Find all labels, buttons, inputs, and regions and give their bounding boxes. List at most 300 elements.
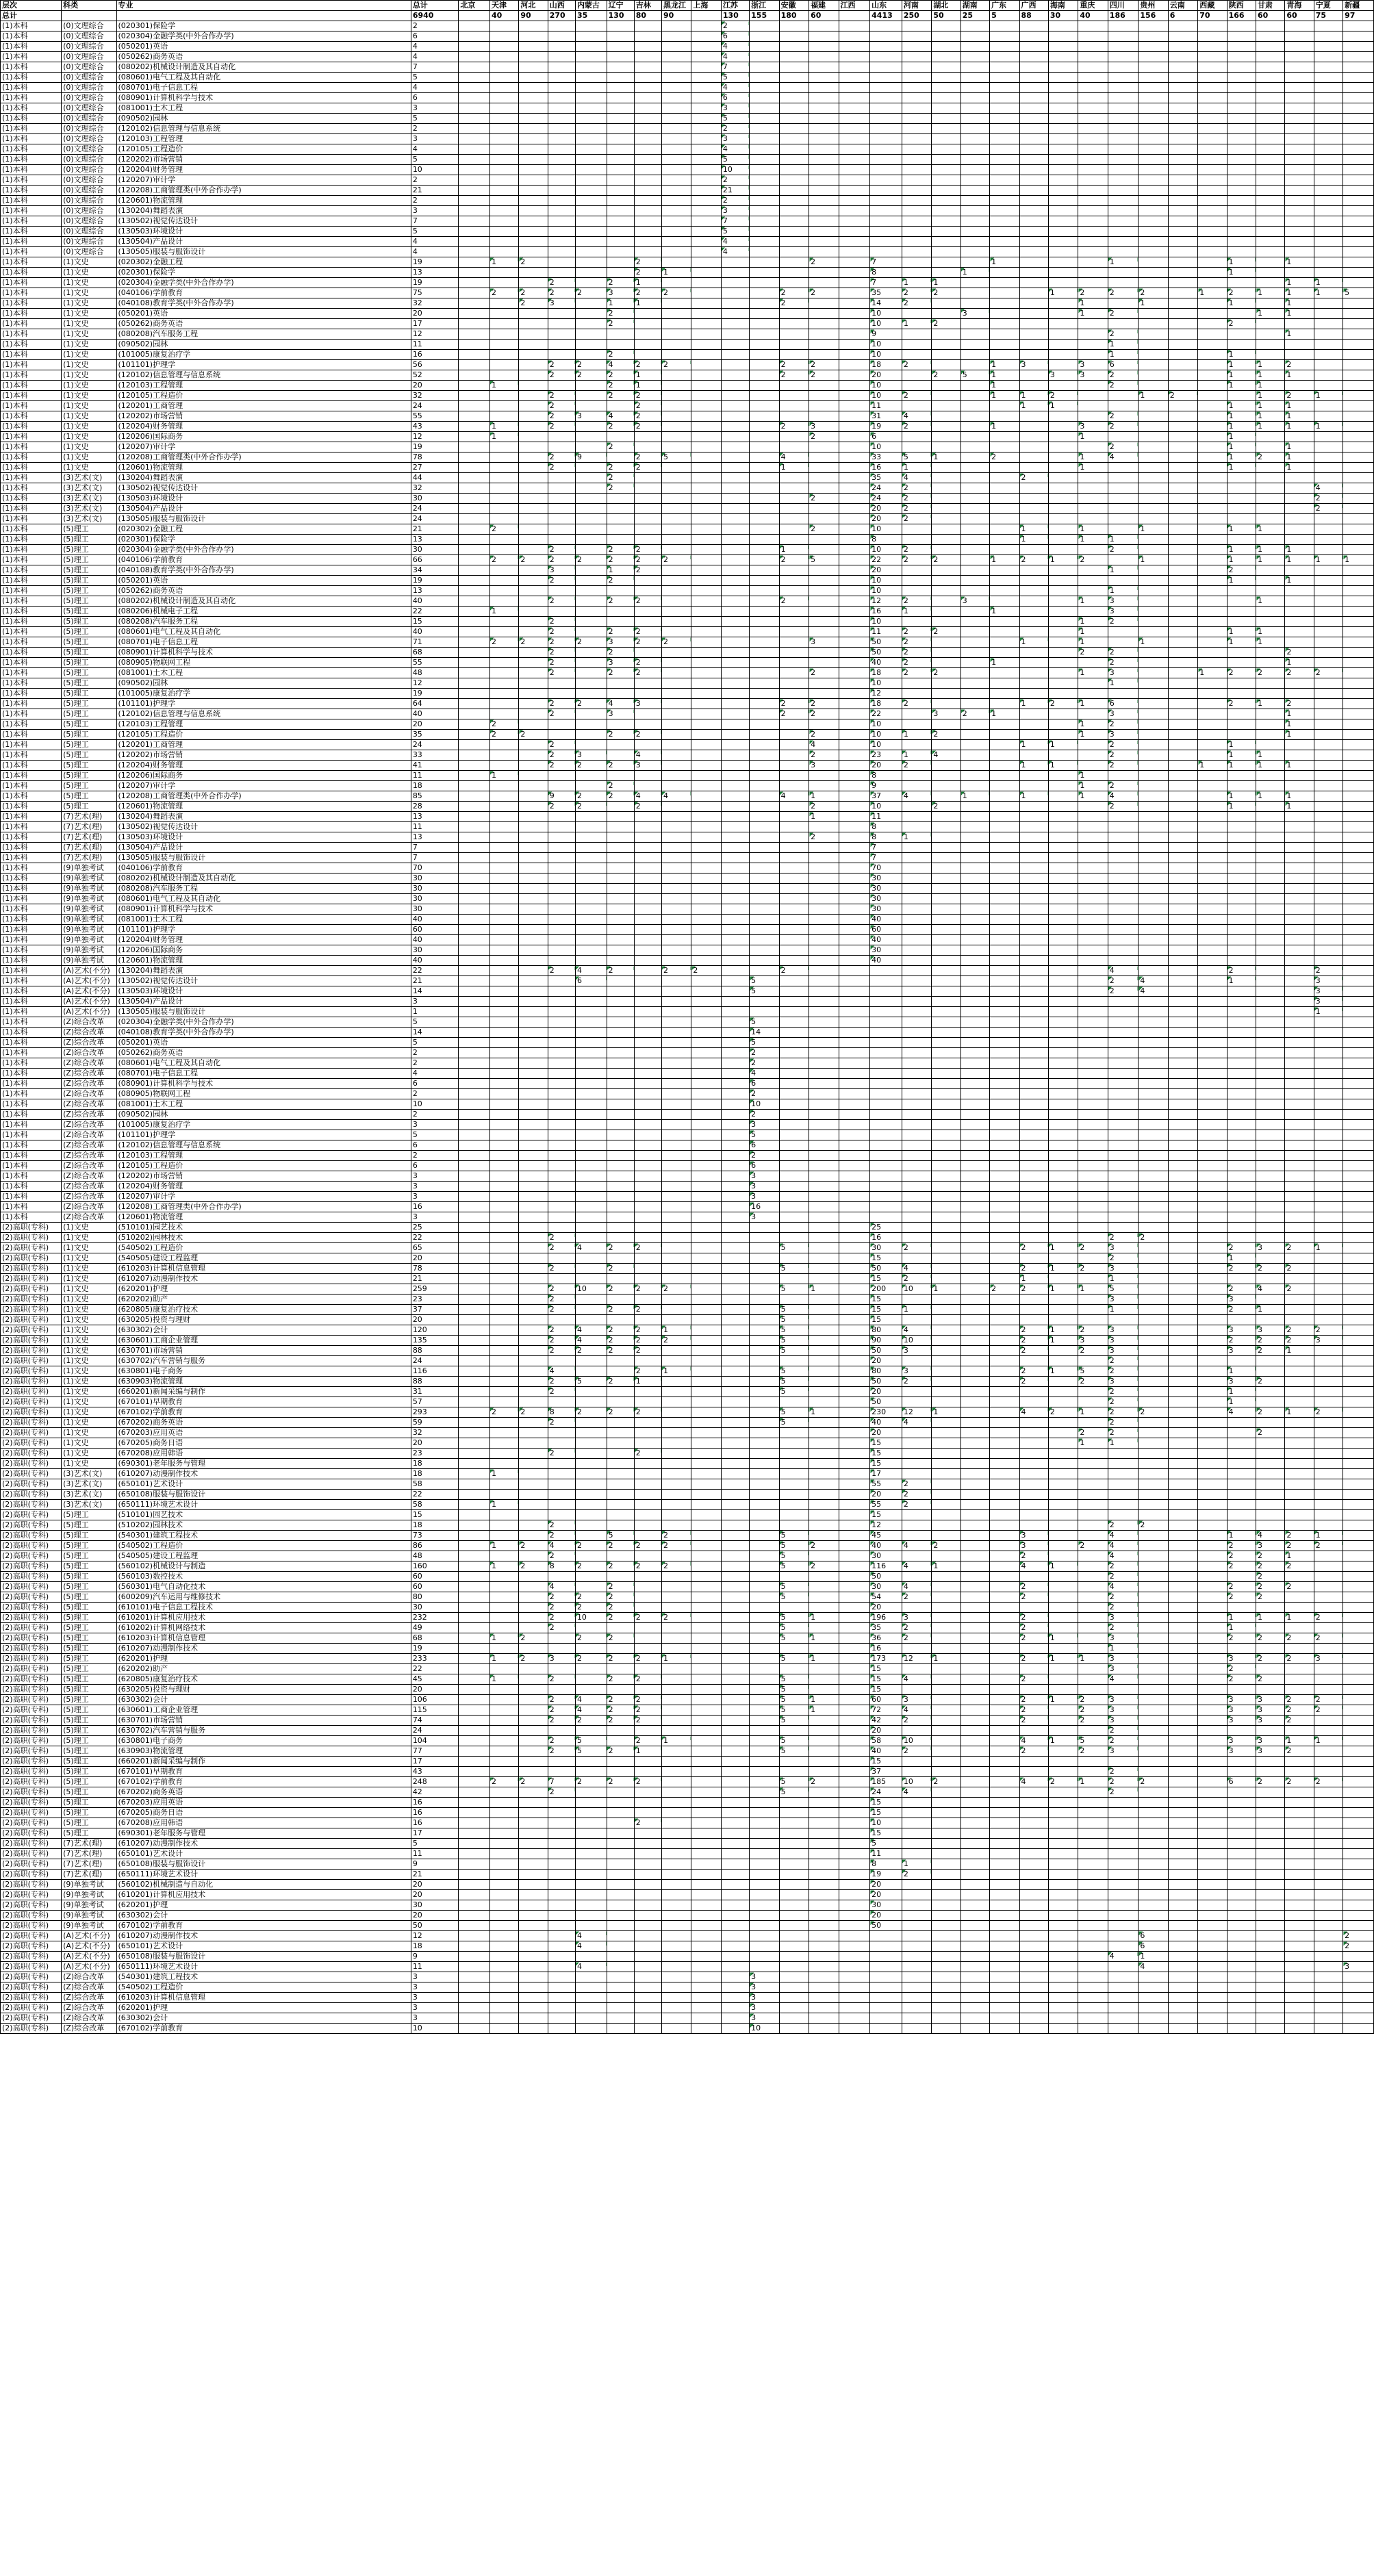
cell-province-count bbox=[902, 1069, 931, 1079]
cell-province-count bbox=[691, 1130, 721, 1140]
cell-province-count bbox=[548, 216, 575, 227]
cell-province-count bbox=[779, 31, 809, 42]
cell-province-count: 2 bbox=[607, 730, 634, 740]
cell-province-count: 1 bbox=[1138, 555, 1168, 565]
cell-province-count bbox=[721, 771, 749, 781]
cell-province-count: 1 bbox=[1138, 524, 1168, 535]
cell-province-count bbox=[489, 627, 518, 637]
cell-province-count bbox=[1314, 93, 1343, 103]
cell-province-count bbox=[960, 340, 989, 350]
cell-province-count bbox=[932, 350, 960, 360]
cell-province-count bbox=[779, 1028, 809, 1038]
cell-province-count bbox=[1285, 689, 1314, 699]
cell-province-count bbox=[1108, 21, 1138, 31]
cell-level: (1)本科 bbox=[1, 309, 62, 319]
cell-province-count bbox=[721, 791, 749, 802]
cell-province-count bbox=[519, 576, 548, 586]
cell-province-count: 1 bbox=[1227, 370, 1256, 381]
cell-province-count bbox=[779, 247, 809, 257]
cell-total: 3 bbox=[411, 1171, 459, 1182]
cell-province-count bbox=[721, 1212, 749, 1223]
cell-province-count bbox=[459, 576, 490, 586]
cell-province-count bbox=[902, 873, 931, 884]
cell-province-count bbox=[839, 1212, 870, 1223]
cell-province-count bbox=[661, 802, 691, 812]
cell-province-count bbox=[779, 391, 809, 401]
cell-province-count bbox=[721, 802, 749, 812]
cell-province-count bbox=[932, 329, 960, 340]
cell-province-count bbox=[1343, 812, 1374, 822]
summary-province-count: 60 bbox=[809, 11, 839, 21]
cell-province-count bbox=[932, 1140, 960, 1151]
cell-province-count bbox=[750, 411, 779, 422]
cell-province-count bbox=[459, 1182, 490, 1192]
cell-category: (9)单独考试 bbox=[62, 915, 116, 925]
cell-province-count: 1 bbox=[1048, 1366, 1078, 1377]
cell-province-count bbox=[902, 1079, 931, 1089]
cell-province-count bbox=[721, 719, 749, 730]
cell-province-count bbox=[1168, 607, 1197, 617]
cell-province-count bbox=[1256, 966, 1285, 976]
cell-province-count: 1 bbox=[902, 278, 931, 288]
cell-province-count bbox=[1078, 986, 1108, 997]
cell-province-count bbox=[779, 1212, 809, 1223]
cell-province-count bbox=[932, 165, 960, 175]
cell-province-count: 3 bbox=[548, 565, 575, 576]
cell-province-count: 90 bbox=[870, 1336, 902, 1346]
cell-province-count bbox=[519, 565, 548, 576]
table-row bbox=[1, 1028, 1374, 1038]
cell-province-count bbox=[1048, 452, 1078, 463]
cell-province-count bbox=[575, 904, 607, 915]
cell-major: (040106)学前教育 bbox=[116, 288, 411, 298]
cell-province-count bbox=[1078, 103, 1108, 114]
cell-province-count bbox=[870, 73, 902, 83]
cell-major: (120207)审计学 bbox=[116, 442, 411, 452]
cell-province-count: 1 bbox=[1227, 422, 1256, 432]
cell-province-count bbox=[1048, 134, 1078, 144]
cell-province-count bbox=[809, 21, 839, 31]
cell-province-count bbox=[489, 1048, 518, 1058]
cell-total: 6 bbox=[411, 93, 459, 103]
cell-province-count bbox=[607, 925, 634, 935]
cell-province-count bbox=[839, 1017, 870, 1028]
cell-province-count bbox=[661, 1058, 691, 1069]
cell-total: 71 bbox=[411, 637, 459, 648]
cell-province-count bbox=[750, 596, 779, 607]
cell-province-count bbox=[1227, 648, 1256, 658]
cell-province-count bbox=[691, 740, 721, 750]
cell-major: (120102)信息管理与信息系统 bbox=[116, 370, 411, 381]
cell-province-count bbox=[902, 781, 931, 791]
cell-province-count bbox=[489, 93, 518, 103]
cell-province-count bbox=[1314, 1058, 1343, 1069]
cell-level: (1)本科 bbox=[1, 607, 62, 617]
cell-level: (1)本科 bbox=[1, 186, 62, 196]
cell-major: (630801)电子商务 bbox=[116, 1366, 411, 1377]
cell-province-count bbox=[990, 699, 1019, 709]
cell-province-count bbox=[990, 678, 1019, 689]
cell-province-count bbox=[721, 1223, 749, 1233]
cell-category: (0)文理综合 bbox=[62, 247, 116, 257]
cell-province-count: 4 bbox=[721, 237, 749, 247]
cell-province-count bbox=[1138, 863, 1168, 873]
cell-province-count bbox=[960, 288, 989, 298]
cell-level: (1)本科 bbox=[1, 1007, 62, 1017]
cell-province-count bbox=[902, 935, 931, 945]
cell-province-count bbox=[1285, 945, 1314, 956]
cell-province-count bbox=[1078, 689, 1108, 699]
cell-province-count bbox=[809, 894, 839, 904]
cell-province-count: 6 bbox=[575, 976, 607, 986]
cell-province-count bbox=[607, 853, 634, 863]
cell-province-count: 2 bbox=[661, 288, 691, 298]
cell-province-count bbox=[960, 1099, 989, 1110]
cell-province-count bbox=[1198, 134, 1227, 144]
header-province: 辽宁 bbox=[607, 1, 634, 11]
cell-province-count bbox=[990, 103, 1019, 114]
cell-province-count bbox=[960, 966, 989, 976]
cell-province-count bbox=[1343, 997, 1374, 1007]
cell-province-count bbox=[1256, 576, 1285, 586]
cell-province-count bbox=[902, 350, 931, 360]
cell-province-count bbox=[691, 473, 721, 483]
cell-category: (5)理工 bbox=[62, 607, 116, 617]
cell-province-count: 3 bbox=[1108, 730, 1138, 740]
cell-level: (1)本科 bbox=[1, 411, 62, 422]
cell-province-count bbox=[519, 1305, 548, 1315]
cell-province-count: 2 bbox=[634, 627, 661, 637]
cell-province-count bbox=[750, 1356, 779, 1366]
cell-province-count bbox=[575, 340, 607, 350]
cell-province-count bbox=[1343, 268, 1374, 278]
cell-province-count bbox=[691, 997, 721, 1007]
cell-province-count bbox=[750, 617, 779, 627]
cell-province-count bbox=[1138, 514, 1168, 524]
cell-province-count bbox=[548, 155, 575, 165]
cell-province-count: 1 bbox=[1256, 596, 1285, 607]
cell-province-count bbox=[932, 155, 960, 165]
cell-province-count: 2 bbox=[1108, 1397, 1138, 1407]
cell-province-count: 1 bbox=[661, 1366, 691, 1377]
cell-province-count bbox=[809, 340, 839, 350]
cell-province-count: 1 bbox=[1343, 555, 1374, 565]
cell-province-count bbox=[575, 83, 607, 93]
cell-province-count bbox=[779, 1089, 809, 1099]
cell-province-count bbox=[489, 114, 518, 124]
cell-province-count: 1 bbox=[990, 391, 1019, 401]
cell-province-count bbox=[1108, 1099, 1138, 1110]
cell-major: (120103)工程管理 bbox=[116, 134, 411, 144]
cell-province-count bbox=[575, 822, 607, 832]
cell-province-count bbox=[1343, 986, 1374, 997]
cell-province-count: 3 bbox=[1078, 422, 1108, 432]
cell-province-count bbox=[1198, 678, 1227, 689]
cell-province-count bbox=[1198, 1161, 1227, 1171]
cell-province-count: 5 bbox=[721, 227, 749, 237]
cell-province-count: 2 bbox=[607, 1243, 634, 1253]
cell-province-count bbox=[960, 175, 989, 186]
cell-province-count: 8 bbox=[870, 771, 902, 781]
cell-province-count bbox=[1138, 186, 1168, 196]
cell-province-count bbox=[489, 1336, 518, 1346]
cell-total: 2 bbox=[411, 124, 459, 134]
cell-province-count bbox=[1078, 1099, 1108, 1110]
cell-province-count bbox=[1078, 843, 1108, 853]
cell-province-count bbox=[459, 196, 490, 206]
cell-province-count bbox=[459, 1325, 490, 1336]
cell-province-count bbox=[779, 494, 809, 504]
cell-province-count bbox=[1343, 761, 1374, 771]
cell-province-count bbox=[691, 1038, 721, 1048]
cell-province-count bbox=[721, 298, 749, 309]
cell-province-count bbox=[750, 432, 779, 442]
cell-province-count bbox=[902, 42, 931, 52]
cell-province-count bbox=[809, 350, 839, 360]
cell-province-count bbox=[1138, 257, 1168, 268]
table-row bbox=[1, 1253, 1374, 1264]
cell-province-count bbox=[661, 617, 691, 627]
cell-province-count: 2 bbox=[809, 699, 839, 709]
cell-province-count bbox=[1138, 278, 1168, 288]
cell-province-count bbox=[519, 1110, 548, 1120]
cell-province-count bbox=[721, 1418, 749, 1428]
cell-province-count bbox=[519, 1192, 548, 1202]
cell-province-count bbox=[1314, 432, 1343, 442]
cell-province-count bbox=[1078, 750, 1108, 761]
cell-level: (1)本科 bbox=[1, 1161, 62, 1171]
cell-province-count bbox=[750, 1418, 779, 1428]
cell-province-count bbox=[932, 1079, 960, 1089]
cell-category: (1)文史 bbox=[62, 257, 116, 268]
cell-province-count bbox=[1198, 422, 1227, 432]
cell-province-count: 2 bbox=[990, 452, 1019, 463]
cell-province-count: 2 bbox=[548, 1233, 575, 1243]
cell-province-count: 2 bbox=[1108, 648, 1138, 658]
cell-province-count bbox=[1168, 843, 1197, 853]
cell-province-count bbox=[839, 555, 870, 565]
cell-province-count bbox=[902, 843, 931, 853]
cell-province-count bbox=[459, 791, 490, 802]
cell-province-count bbox=[519, 391, 548, 401]
cell-province-count bbox=[459, 832, 490, 843]
cell-province-count bbox=[1343, 483, 1374, 494]
cell-province-count: 2 bbox=[1285, 1336, 1314, 1346]
cell-province-count bbox=[750, 843, 779, 853]
cell-province-count: 1 bbox=[902, 750, 931, 761]
cell-province-count bbox=[1078, 52, 1108, 62]
cell-province-count bbox=[809, 607, 839, 617]
cell-province-count bbox=[1285, 586, 1314, 596]
cell-province-count bbox=[489, 904, 518, 915]
cell-province-count bbox=[1019, 196, 1048, 206]
cell-province-count bbox=[548, 1048, 575, 1058]
cell-province-count bbox=[1256, 1058, 1285, 1069]
cell-province-count bbox=[1108, 134, 1138, 144]
cell-province-count: 4 bbox=[1108, 791, 1138, 802]
cell-province-count: 2 bbox=[607, 627, 634, 637]
cell-province-count bbox=[902, 206, 931, 216]
cell-province-count bbox=[1138, 730, 1168, 740]
cell-province-count bbox=[1343, 904, 1374, 915]
cell-province-count bbox=[691, 1315, 721, 1325]
cell-province-count bbox=[1138, 771, 1168, 781]
cell-province-count: 3 bbox=[750, 1171, 779, 1182]
cell-province-count bbox=[607, 31, 634, 42]
cell-province-count bbox=[459, 658, 490, 668]
cell-province-count bbox=[575, 1007, 607, 1017]
cell-province-count bbox=[519, 1223, 548, 1233]
cell-category: (1)文史 bbox=[62, 1387, 116, 1397]
cell-province-count: 3 bbox=[960, 309, 989, 319]
cell-total: 11 bbox=[411, 340, 459, 350]
cell-province-count bbox=[607, 1110, 634, 1120]
cell-province-count bbox=[721, 1140, 749, 1151]
cell-province-count bbox=[750, 216, 779, 227]
cell-province-count: 2 bbox=[932, 802, 960, 812]
cell-province-count bbox=[459, 853, 490, 863]
cell-province-count bbox=[932, 535, 960, 545]
cell-province-count: 3 bbox=[1108, 709, 1138, 719]
cell-province-count bbox=[489, 370, 518, 381]
cell-province-count bbox=[1048, 1212, 1078, 1223]
cell-province-count bbox=[661, 832, 691, 843]
cell-province-count bbox=[634, 740, 661, 750]
cell-province-count bbox=[870, 1017, 902, 1028]
cell-province-count bbox=[1314, 607, 1343, 617]
cell-total: 2 bbox=[411, 175, 459, 186]
table-row bbox=[1, 1356, 1374, 1366]
cell-province-count bbox=[839, 442, 870, 452]
cell-total: 4 bbox=[411, 42, 459, 52]
cell-province-count bbox=[839, 596, 870, 607]
cell-province-count: 1 bbox=[809, 1407, 839, 1418]
cell-province-count bbox=[1227, 103, 1256, 114]
cell-province-count bbox=[960, 1366, 989, 1377]
cell-province-count bbox=[1343, 1192, 1374, 1202]
cell-province-count bbox=[634, 1048, 661, 1058]
cell-province-count bbox=[691, 812, 721, 822]
cell-province-count bbox=[1048, 227, 1078, 237]
cell-province-count bbox=[575, 1048, 607, 1058]
cell-province-count bbox=[1343, 976, 1374, 986]
cell-province-count bbox=[691, 83, 721, 93]
cell-province-count: 2 bbox=[1227, 1243, 1256, 1253]
cell-province-count bbox=[1078, 257, 1108, 268]
cell-province-count bbox=[607, 956, 634, 966]
cell-province-count bbox=[607, 124, 634, 134]
cell-province-count: 2 bbox=[1227, 319, 1256, 329]
cell-category: (1)文史 bbox=[62, 288, 116, 298]
summary-province-count: 90 bbox=[519, 11, 548, 21]
cell-province-count bbox=[750, 832, 779, 843]
cell-province-count bbox=[634, 945, 661, 956]
cell-province-count bbox=[1227, 1069, 1256, 1079]
cell-province-count: 2 bbox=[1108, 1366, 1138, 1377]
cell-province-count bbox=[1343, 576, 1374, 586]
cell-province-count bbox=[839, 1336, 870, 1346]
cell-province-count bbox=[932, 1356, 960, 1366]
cell-province-count bbox=[809, 997, 839, 1007]
cell-province-count bbox=[489, 1099, 518, 1110]
cell-province-count bbox=[750, 1305, 779, 1315]
cell-province-count bbox=[839, 1264, 870, 1274]
cell-province-count bbox=[902, 103, 931, 114]
cell-province-count bbox=[870, 1192, 902, 1202]
cell-province-count bbox=[489, 1397, 518, 1407]
cell-province-count bbox=[1314, 761, 1343, 771]
cell-province-count bbox=[575, 298, 607, 309]
cell-major: (050262)商务英语 bbox=[116, 319, 411, 329]
cell-province-count bbox=[519, 740, 548, 750]
cell-province-count: 2 bbox=[607, 1346, 634, 1356]
cell-province-count: 1 bbox=[1285, 463, 1314, 473]
cell-province-count: 2 bbox=[575, 555, 607, 565]
table-row bbox=[1, 719, 1374, 730]
cell-province-count bbox=[519, 832, 548, 843]
cell-level: (1)本科 bbox=[1, 966, 62, 976]
cell-province-count bbox=[1019, 945, 1048, 956]
cell-level: (1)本科 bbox=[1, 175, 62, 186]
cell-province-count bbox=[1343, 648, 1374, 658]
cell-province-count bbox=[932, 1017, 960, 1028]
cell-province-count bbox=[575, 1223, 607, 1233]
cell-province-count bbox=[548, 1212, 575, 1223]
cell-province-count bbox=[779, 535, 809, 545]
cell-province-count bbox=[1343, 1202, 1374, 1212]
cell-province-count bbox=[1078, 740, 1108, 750]
cell-province-count bbox=[519, 1171, 548, 1182]
cell-province-count bbox=[661, 843, 691, 853]
cell-province-count bbox=[809, 1346, 839, 1356]
cell-province-count bbox=[990, 586, 1019, 596]
cell-province-count bbox=[489, 216, 518, 227]
cell-province-count: 2 bbox=[548, 1346, 575, 1356]
cell-province-count bbox=[1108, 915, 1138, 925]
cell-province-count bbox=[634, 144, 661, 155]
cell-province-count bbox=[932, 812, 960, 822]
cell-province-count bbox=[1168, 535, 1197, 545]
cell-province-count bbox=[1227, 216, 1256, 227]
cell-province-count bbox=[459, 904, 490, 915]
cell-province-count bbox=[902, 1089, 931, 1099]
cell-province-count bbox=[779, 678, 809, 689]
cell-province-count bbox=[519, 925, 548, 935]
cell-province-count bbox=[990, 114, 1019, 124]
cell-major: (080601)电气工程及其自动化 bbox=[116, 73, 411, 83]
cell-province-count: 1 bbox=[1285, 658, 1314, 668]
table-row bbox=[1, 93, 1374, 103]
cell-province-count bbox=[960, 1418, 989, 1428]
cell-province-count bbox=[1314, 894, 1343, 904]
cell-province-count bbox=[575, 1418, 607, 1428]
cell-province-count bbox=[1256, 915, 1285, 925]
cell-province-count bbox=[1198, 1130, 1227, 1140]
cell-province-count bbox=[634, 1233, 661, 1243]
cell-level: (1)本科 bbox=[1, 904, 62, 915]
cell-province-count bbox=[1314, 1182, 1343, 1192]
cell-province-count bbox=[1343, 1315, 1374, 1325]
cell-category: (Z)综合改革 bbox=[62, 1120, 116, 1130]
cell-category: (9)单独考试 bbox=[62, 884, 116, 894]
cell-province-count bbox=[1138, 114, 1168, 124]
summary-province-count: 186 bbox=[1108, 11, 1138, 21]
cell-province-count bbox=[691, 381, 721, 391]
cell-province-count bbox=[1048, 216, 1078, 227]
cell-province-count bbox=[1108, 52, 1138, 62]
cell-province-count: 1 bbox=[1285, 370, 1314, 381]
cell-province-count bbox=[1227, 73, 1256, 83]
